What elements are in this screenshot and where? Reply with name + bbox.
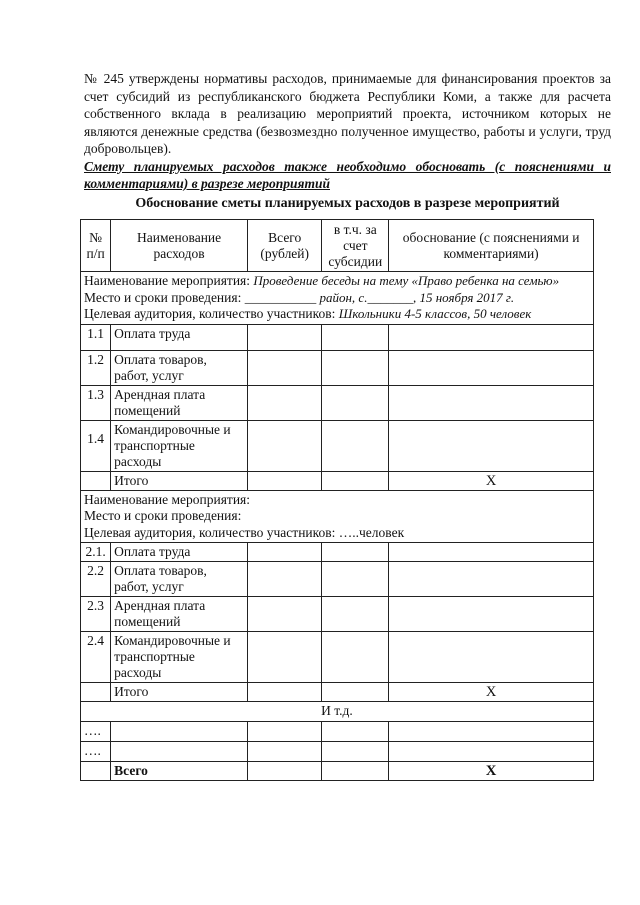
event1-place-value: ___________ район, с._______, 15 ноября 2017 г. <box>244 289 515 305</box>
row-total-cell <box>248 562 322 597</box>
row-name: Оплата товаров, работ, услуг <box>111 562 248 597</box>
event1-audience-label: Целевая аудитория, количество участников: <box>84 306 339 321</box>
total-no-cell <box>81 471 111 490</box>
row-subsidy-cell <box>322 632 389 683</box>
event1-info <box>81 272 594 325</box>
row-total-cell <box>248 543 322 562</box>
table-row <box>81 632 594 683</box>
empty-cell <box>389 742 594 762</box>
row-total-cell <box>248 632 322 683</box>
event1-audience-value: Школьники 4-5 классов, 50 человек <box>338 306 532 321</box>
event1-place <box>84 290 590 307</box>
grand-total-mark: Х <box>389 762 594 781</box>
row-justification-cell <box>389 543 594 562</box>
event2-name-label: Наименование мероприятия: <box>84 491 251 507</box>
event1-total-row <box>81 471 594 490</box>
row-subsidy-cell <box>322 597 389 632</box>
intro-text <box>84 70 611 193</box>
row-total-cell <box>248 385 322 420</box>
row-subsidy-cell <box>322 562 389 597</box>
event1-info-row <box>81 272 594 325</box>
row-name: Оплата товаров, работ, услуг <box>111 350 248 385</box>
empty-cell <box>111 722 248 742</box>
event1-place-label: Место и сроки проведения: <box>84 289 245 305</box>
event2-info-row <box>81 490 594 543</box>
row-total-cell <box>248 350 322 385</box>
row-no: 2.4 <box>81 632 111 683</box>
total-subsidy-cell <box>322 683 389 702</box>
table-row <box>81 597 594 632</box>
row-total-cell <box>248 324 322 350</box>
total-sum-cell <box>248 471 322 490</box>
event2-place-label: Место и сроки проведения: <box>84 508 242 523</box>
row-name: Арендная плата помещений <box>111 597 248 632</box>
row-no: 2.2 <box>81 562 111 597</box>
row-justification-cell <box>389 632 594 683</box>
row-justification-cell <box>389 420 594 471</box>
row-justification-cell <box>389 385 594 420</box>
event1-name-value: Проведение беседы на тему «Право ребенка на семью» <box>253 273 560 288</box>
row-no: 1.3 <box>81 385 111 420</box>
row-total-cell <box>248 597 322 632</box>
header-name: Наименование расходов <box>111 220 248 272</box>
row-name: Командировочные и транспортные расходы <box>111 420 248 471</box>
empty-cell <box>322 742 389 762</box>
budget-table <box>80 219 594 781</box>
event1-name <box>84 273 590 290</box>
row-subsidy-cell <box>322 350 389 385</box>
intro-paragraph: № 245 утверждены нормативы расходов, принимаемые для финансирования проектов за счет субсидий из республиканского бюджета Республики Коми, а также для расчета собственного вклада в реализацию мероприятий проекта, источником которых не являются денежные средства (безвозмездно полученное имущество, работы и услуги, труд добровольцев). <box>84 71 611 156</box>
header-justification: обоснование (с пояснениями и комментариями) <box>389 220 594 272</box>
row-name: Оплата труда <box>111 324 248 350</box>
row-subsidy-cell <box>322 385 389 420</box>
row-justification-cell <box>389 350 594 385</box>
header-no: № п/п <box>81 220 111 272</box>
empty-cell <box>111 742 248 762</box>
row-no: 2.1. <box>81 543 111 562</box>
dots-cell: …. <box>81 722 111 742</box>
row-subsidy-cell <box>322 543 389 562</box>
intro-note: Смету планируемых расходов также необходимо обосновать (с пояснениями и комментариями) в разрезе мероприятий <box>84 158 611 191</box>
row-no: 1.4 <box>81 420 111 471</box>
event1-name-label: Наименование мероприятия: <box>84 273 254 288</box>
dots-row <box>81 742 594 762</box>
event2-info <box>81 490 594 543</box>
event1-total-mark: Х <box>389 471 594 490</box>
row-name: Оплата труда <box>111 543 248 562</box>
row-justification-cell <box>389 562 594 597</box>
row-name: Арендная плата помещений <box>111 385 248 420</box>
row-subsidy-cell <box>322 324 389 350</box>
etc-row <box>81 702 594 722</box>
table-row <box>81 420 594 471</box>
event1-audience <box>84 306 590 323</box>
empty-cell <box>248 722 322 742</box>
empty-cell <box>248 762 322 781</box>
total-subsidy-cell <box>322 471 389 490</box>
row-justification-cell <box>389 597 594 632</box>
dots-cell: …. <box>81 742 111 762</box>
table-row <box>81 350 594 385</box>
event2-audience-label: Целевая аудитория, количество участников: …..человек <box>84 524 405 540</box>
empty-cell <box>81 762 111 781</box>
row-no: 2.3 <box>81 597 111 632</box>
row-subsidy-cell <box>322 420 389 471</box>
row-total-cell <box>248 420 322 471</box>
table-row <box>81 385 594 420</box>
row-no: 1.2 <box>81 350 111 385</box>
event2-total-label: Итого <box>111 683 248 702</box>
header-subsidy: в т.ч. за счет субсидии <box>322 220 389 272</box>
empty-cell <box>248 742 322 762</box>
table-row <box>81 562 594 597</box>
empty-cell <box>322 722 389 742</box>
event2-total-mark: Х <box>389 683 594 702</box>
table-row <box>81 324 594 350</box>
table-header-row <box>81 220 594 272</box>
row-no: 1.1 <box>81 324 111 350</box>
empty-cell <box>389 722 594 742</box>
grand-total-row <box>81 762 594 781</box>
grand-total-label: Всего <box>111 762 248 781</box>
total-no-cell <box>81 683 111 702</box>
dots-row <box>81 722 594 742</box>
etc-label: И т.д. <box>81 702 594 722</box>
table-row <box>81 543 594 562</box>
event1-total-label: Итого <box>111 471 248 490</box>
empty-cell <box>322 762 389 781</box>
total-sum-cell <box>248 683 322 702</box>
event2-total-row <box>81 683 594 702</box>
table-title: Обоснование сметы планируемых расходов в разрезе мероприятий <box>135 196 560 211</box>
row-justification-cell <box>389 324 594 350</box>
row-name: Командировочные и транспортные расходы <box>111 632 248 683</box>
header-total: Всего (рублей) <box>248 220 322 272</box>
